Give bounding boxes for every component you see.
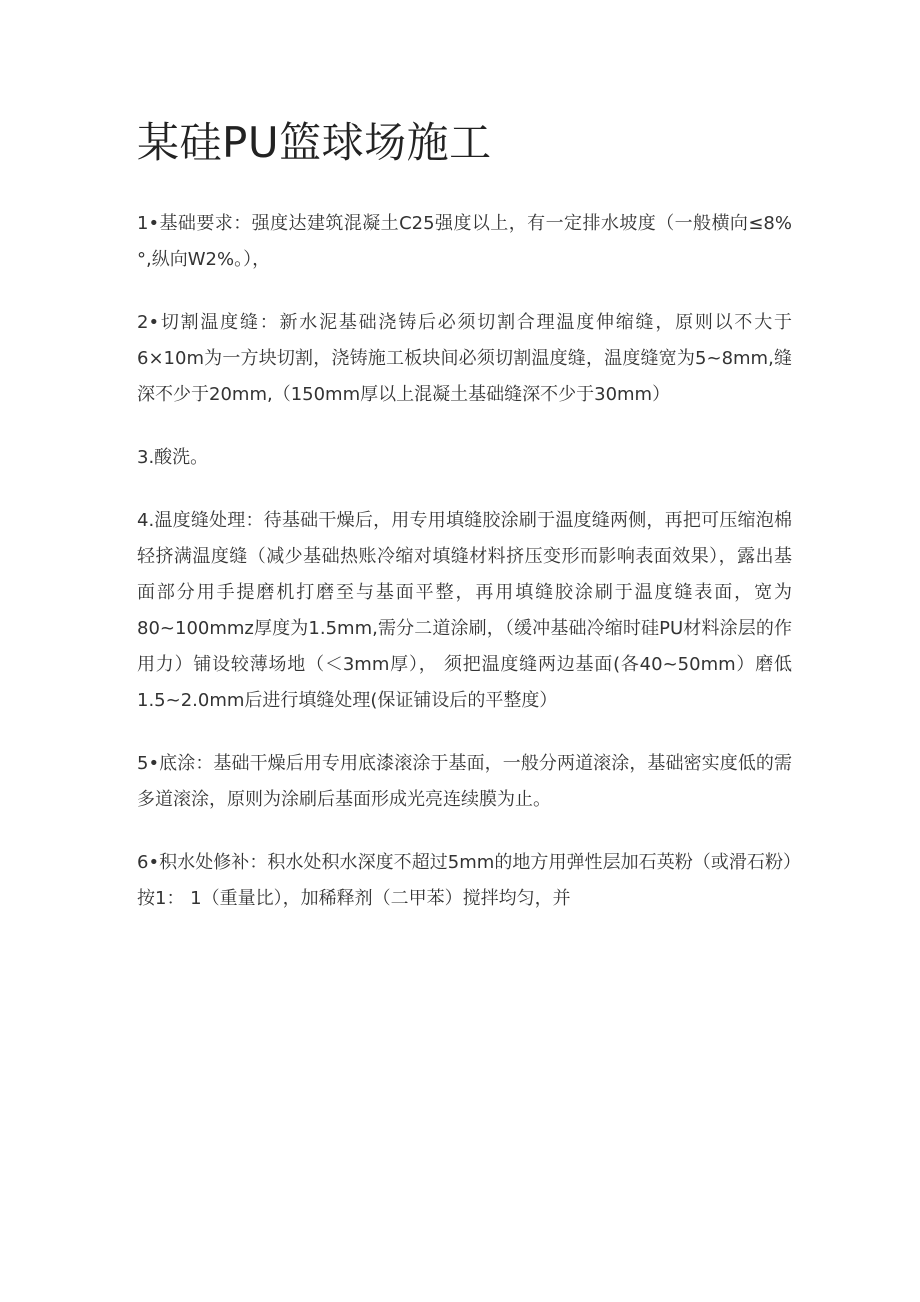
paragraph-foundation-requirements: 1•基础要求：强度达建筑混凝土C25强度以上，有一定排水坡度（一般横向≤8%°,纵向W2%。）， <box>137 213 792 270</box>
paragraph-acid-wash: 3.酸洗。 <box>137 447 209 468</box>
paragraph-primer-coat: 5•底涂：基础干燥后用专用底漆滚涂于基面，一般分两道滚涂，基础密实度低的需多道滚涂，原则为涂刷后基面形成光亮连续膜为止。 <box>137 753 792 810</box>
paragraph-joint-treatment: 4.温度缝处理：待基础干燥后，用专用填缝胶涂刷于温度缝两侧，再把可压缩泡棉轻挤满温度缝（减少基础热账冷缩对填缝材料挤压变形而影响表面效果），露出基面部分用手提磨机打磨至与基面平整，再用填缝胶涂刷于温度缝表面，宽为80~100mmz厚度为1.5mm,需分二道涂刷，（缓冲基础冷缩时硅PU材料涂层的作用力）铺设较薄场地（＜3mm厚）， 须把温度缝两边基面(各40~50mm）磨低1.5~2.0mm后进行填缝处理(保证铺设后的平整度） <box>137 510 792 711</box>
paragraph-ponding-repair: 6•积水处修补：积水处积水深度不超过5mm的地方用弹性层加石英粉（或滑石粉）按1： 1（重量比），加稀释剂（二甲苯）搅拌均匀，并 <box>137 852 792 909</box>
document-title: 某硅PU篮球场施工 <box>137 118 492 167</box>
document-body <box>137 206 792 917</box>
paragraph-cut-temperature-joints: 2•切割温度缝：新水泥基础浇铸后必须切割合理温度伸缩缝，原则以不大于6×10m为一方块切割，浇铸施工板块间必须切割温度缝，温度缝宽为5~8mm,缝深不少于20mm,（150mm厚以上混凝土基础缝深不少于30mm） <box>137 312 792 405</box>
